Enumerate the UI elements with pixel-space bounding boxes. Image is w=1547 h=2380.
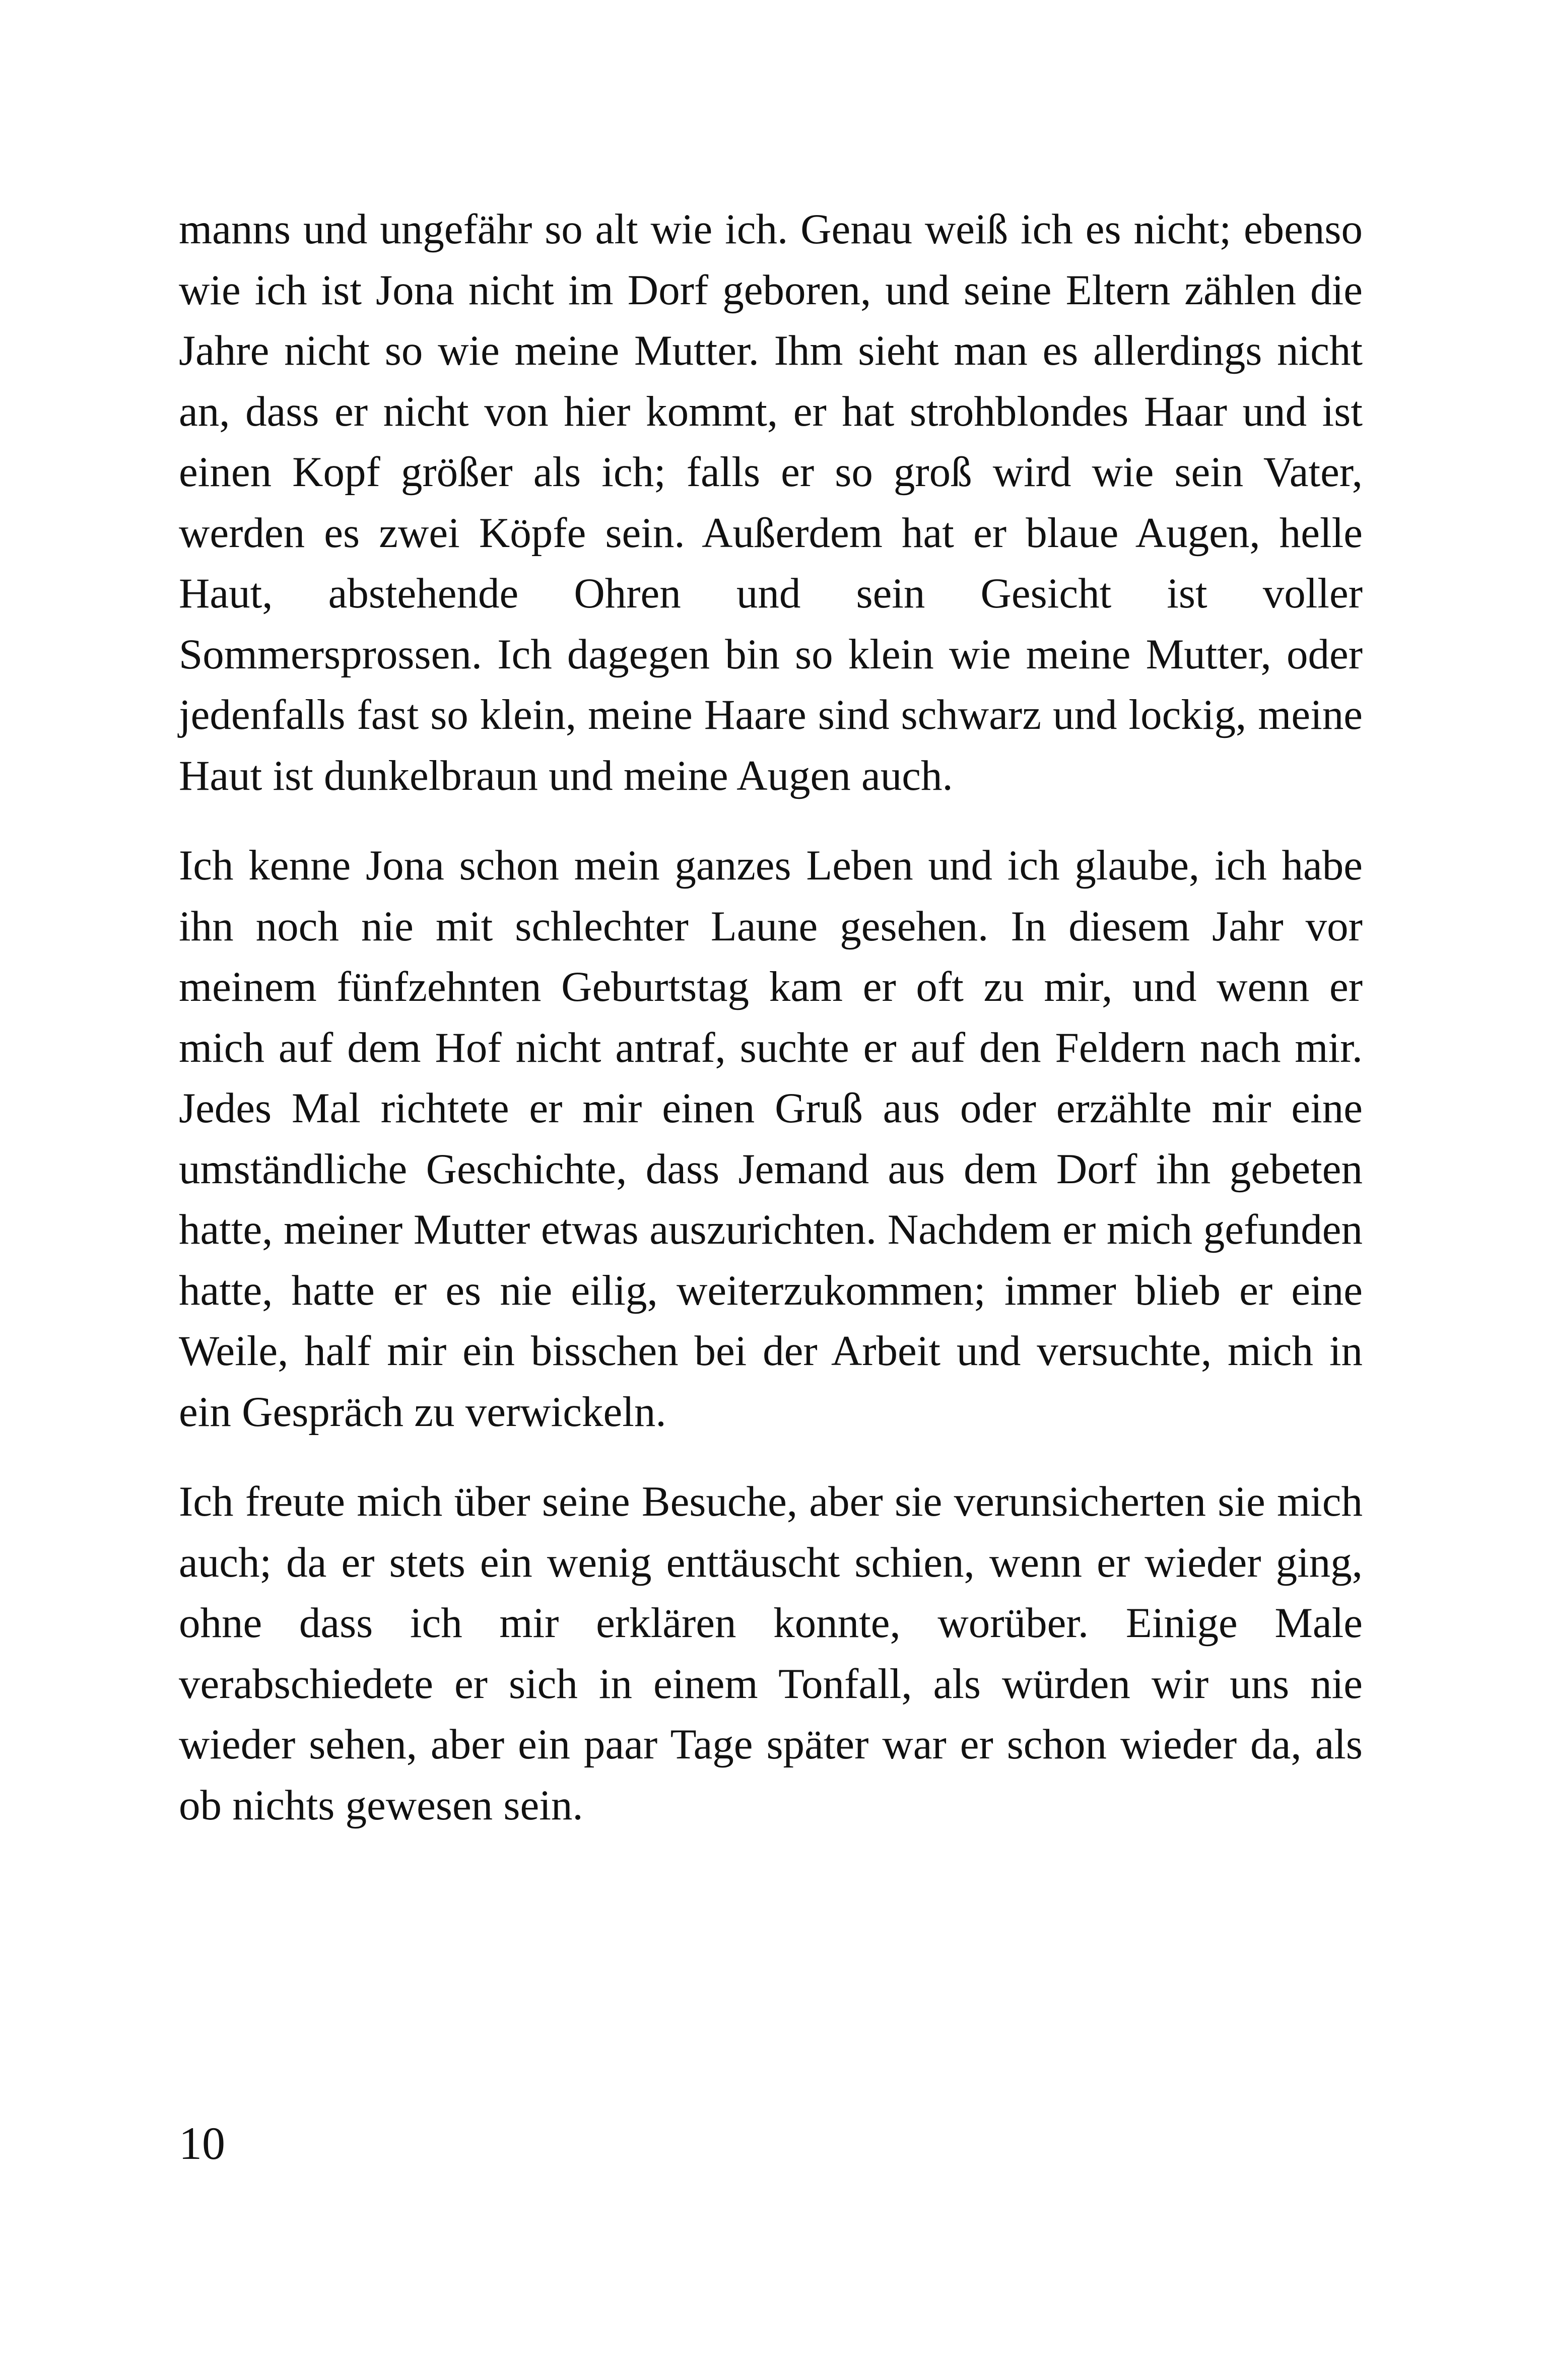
page-number: 10 xyxy=(179,2118,225,2169)
paragraph-2: Ich kenne Jona schon mein ganzes Leben und ich glaube, ich habe ihn noch nie mit schlechter Laune gesehen. In diesem Jahr vor meinem fünfzehnten Geburtstag kam er oft zu mir, und wenn er mich auf dem Hof nicht antraf, suchte er auf den Feldern nach mir. Jedes Mal richtete er mir einen Gruß aus oder erzählte mir eine umständliche Geschichte, dass Jemand aus dem Dorf ihn gebeten hatte, meiner Mutter etwas auszurichten. Nachdem er mich gefunden hatte, hatte er es nie eilig, weiterzukommen; immer blieb er eine Weile, half mir ein bisschen bei der Arbeit und versuchte, mich in ein Gespräch zu verwickeln. xyxy=(179,842,1363,1436)
paragraph-3: Ich freute mich über seine Besuche, aber sie verunsicherten sie mich auch; da er stets ein wenig enttäuscht schien, wenn er wieder ging, ohne dass ich mir erklären konnte, worüber. Einige Male verabschiedete er sich in einem Tonfall, als würden wir uns nie wieder sehen, aber ein paar Tage später war er schon wieder da, als ob nichts gewesen sein. xyxy=(179,1478,1363,1829)
paragraph-1: manns und ungefähr so alt wie ich. Genau weiß ich es nicht; ebenso wie ich ist Jona nicht im Dorf geboren, und seine Eltern zählen die Jahre nicht so wie meine Mutter. Ihm sieht man es allerdings nicht an, dass er nicht von hier kommt, er hat strohblondes Haar und ist einen Kopf größer als ich; falls er so groß wird wie sein Vater, werden es zwei Köpfe sein. Außerdem hat er blaue Augen, helle Haut, abstehende Ohren und sein Gesicht ist voller Sommersprossen. Ich dagegen bin so klein wie meine Mutter, oder jedenfalls fast so klein, meine Haare sind schwarz und lockig, meine Haut ist dunkelbraun und meine Augen auch. xyxy=(179,206,1363,799)
body-text xyxy=(179,199,1363,1865)
